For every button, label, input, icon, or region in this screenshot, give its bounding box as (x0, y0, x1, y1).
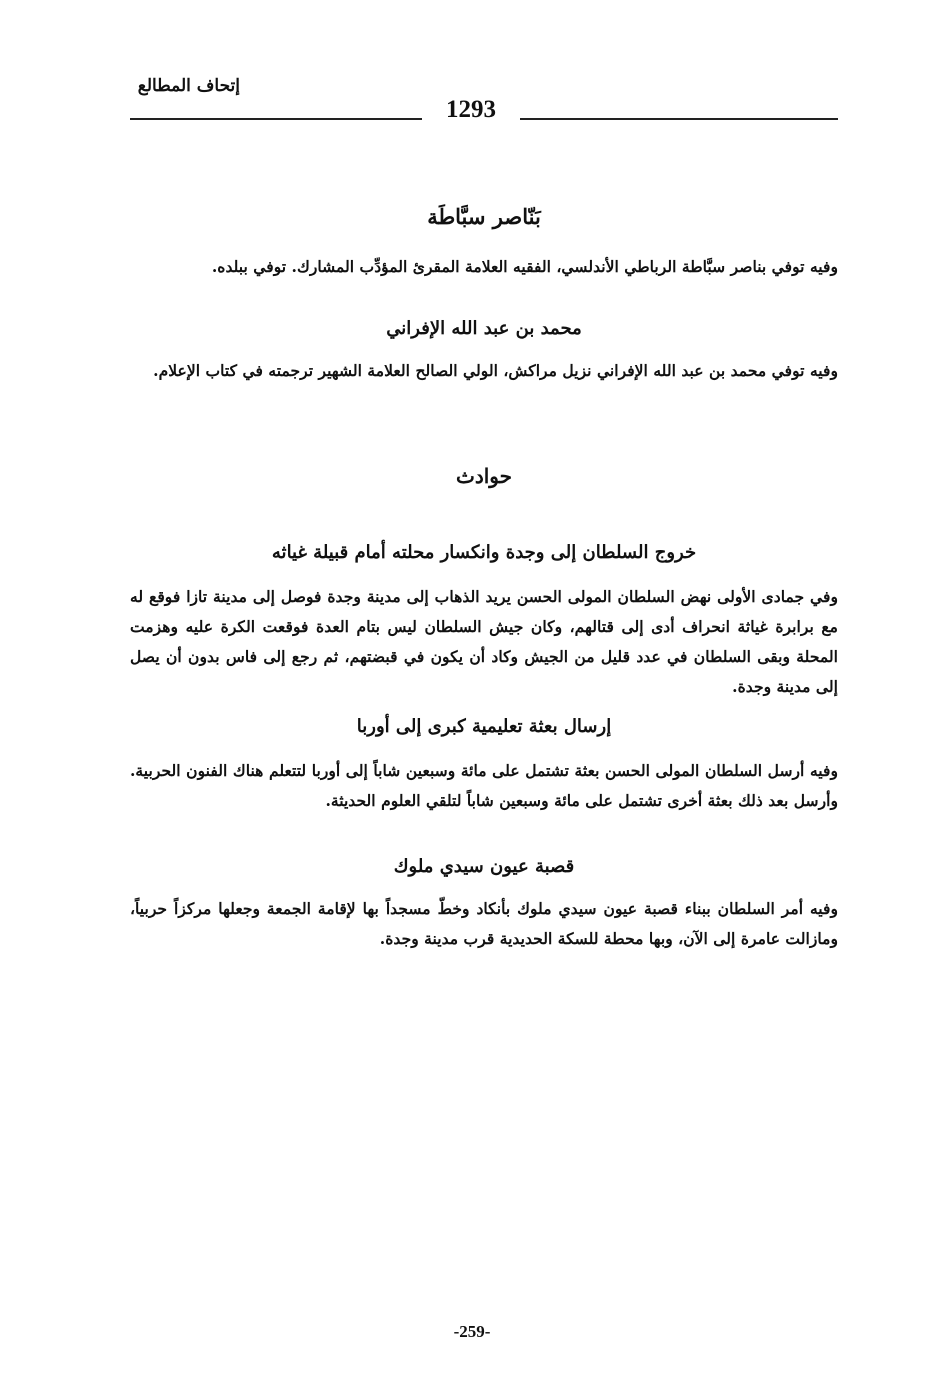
header-rule-left (130, 118, 422, 120)
event-title-mission: إرسال بعثة تعليمية كبرى إلى أوربا (356, 716, 612, 737)
section-text-bennaser: وفيه توفي بناصر سبَّاطة الرباطي الأندلسي، الفقيه العلامة المقرئ المؤدِّب المشارك. توفي ببلده. (211, 257, 838, 276)
page-number: -259- (453, 1322, 491, 1341)
event-title-kasbah: قصبة عيون سيدي ملوك (393, 856, 575, 877)
header-rule-right (520, 118, 838, 120)
events-heading: حوادث (456, 464, 512, 488)
event-text-mission: وفيه أرسل السلطان المولى الحسن بعثة تشتمل على مائة وسبعين شاباً إلى أوربا لتتعلم هناك الفنون الحربية. وأرسل بعد ذلك بعثة أخرى تشتمل على مائة وسبعين شاباً لتلقي العلوم الحديثة. (130, 761, 838, 810)
running-title: إتحاف المطالع (137, 76, 240, 96)
section-title-bennaser: بَنّاصر سبَّاطَة (427, 204, 541, 229)
event-text-oujda: وفي جمادى الأولى نهض السلطان المولى الحسن يريد الذهاب إلى مدينة وجدة فوصل إلى مدينة تازا فوقع له مع برابرة غياثة انحراف أدى إلى قتالهم، وكان جيش السلطان ليس بتام العدة فوقعت الكرة عليه وهزمت المحلة وبقى السلطان في عدد قليل من الجيش وكاد أن يكون في قبضتهم، ثم رجع إلى فاس بدون أن يصل إلى مدينة وجدة. (130, 587, 838, 696)
event-text-kasbah: وفيه أمر السلطان ببناء قصبة عيون سيدي ملوك بأنكاد وخطّ مسجداً بها لإقامة الجمعة وجعلها مركزاً حربياً، ومازالت عامرة إلى الآن، وبها محطة للسكة الحديدية قرب مدينة وجدة. (130, 899, 838, 948)
section-text-ifrani: وفيه توفي محمد بن عبد الله الإفراني نزيل مراكش، الولي الصالح العلامة الشهير ترجمته في كتاب الإعلام. (153, 361, 838, 380)
event-title-oujda: خروج السلطان إلى وجدة وانكسار محلته أمام قبيلة غياثه (271, 542, 697, 563)
year-heading: 1293 (446, 96, 496, 123)
section-title-ifrani: محمد بن عبد الله الإفراني (386, 318, 582, 339)
